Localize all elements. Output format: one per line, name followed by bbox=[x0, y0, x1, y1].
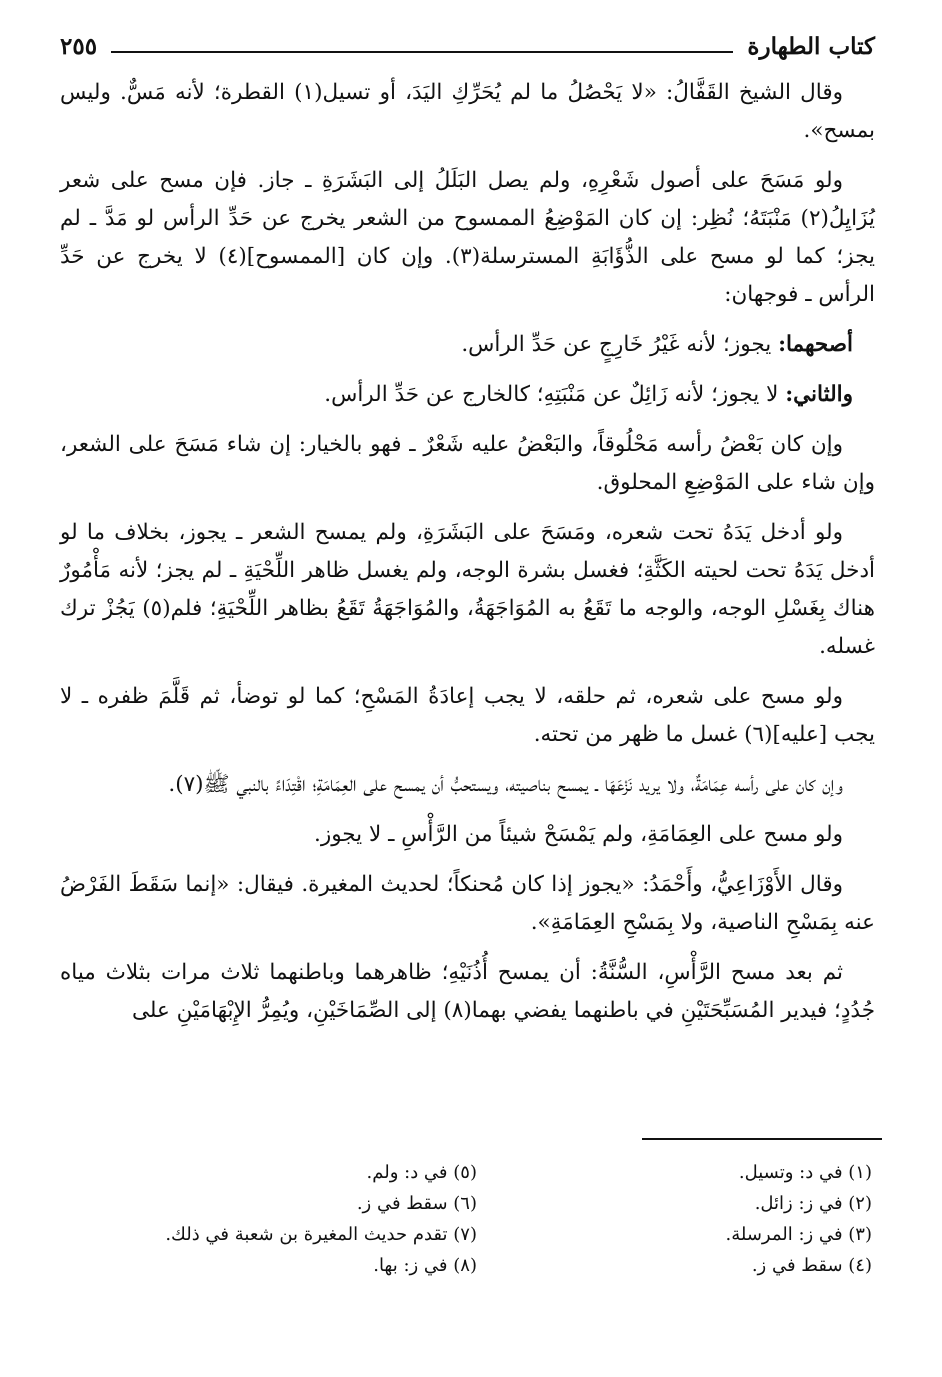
paragraph: ولو مسح على شعره، ثم حلقه، لا يجب إعادَةُ المَسْحِ؛ كما لو توضأ، ثم قَلَّمَ ظفره ـ لا يجب [عليه](٦) غسل ما ظهر من تحته. bbox=[60, 684, 875, 747]
paragraph-lead: أصحهما: bbox=[778, 332, 853, 357]
paragraph: وقال الأَوْزَاعِيُّ، وأَحْمَدُ: «يجوز إذا كان مُحنكاً؛ لحديث المغيرة. فيقال: «إنما سَقَطَ الفَرْضُ عنه بِمَسْحِ الناصية، ولا بِمَسْحِ العِمَامَةِ». bbox=[60, 872, 875, 935]
book-page bbox=[60, 28, 875, 1042]
running-title: كتاب الطهارة bbox=[747, 33, 875, 60]
paragraph-lead: والثاني: bbox=[785, 382, 853, 407]
paragraph: ولو مسح على العِمَامَةِ، ولم يَمْسَحْ شيئاً من الرَّأْسِ ـ لا يجوز. bbox=[313, 822, 843, 847]
footnotes bbox=[82, 1157, 872, 1281]
footnote: (٥) في د: ولم. bbox=[366, 1162, 477, 1183]
footnote: (٣) في ز: المرسلة. bbox=[725, 1224, 872, 1245]
paragraph: ثم بعد مسح الرَّأْسِ، السُّنَّةُ: أن يمسح أُذُنَيْهِ؛ ظاهرهما وباطنهما ثلاث مرات بثلاث مياه جُدُدٍ؛ فيدير المُسَبِّحَتَيْنِ في باطنهما يفضي بهما(٨) إلى الصِّمَاخَيْنِ، ويُمِرُّ الإِبْهَامَيْنِ على bbox=[60, 960, 875, 1023]
footnote: (٨) في ز: بها. bbox=[373, 1255, 477, 1276]
paragraph: وإن كان بَعْضُ رأسه مَحْلُوقاً، والبَعْضُ عليه شَعْرٌ ـ فهو بالخيار: إن شاء مَسَحَ على الشعر، وإن شاء على المَوْضِعِ المحلوق. bbox=[60, 432, 875, 495]
main-text bbox=[60, 74, 875, 1030]
paragraph: ولو أدخل يَدَهُ تحت شعره، ومَسَحَ على البَشَرَةِ، ولم يمسح الشعر ـ يجوز، بخلاف ما لو أدخل يَدَهُ تحت لحيته الكَثَّةِ؛ فغسل بشرة الوجه، ولم يغسل ظاهر اللِّحْيَةِ ـ لم يجز؛ لأنه مَأْمُورٌ هناك بِغَسْلِ الوجه، والوجه ما تَقَعُ به المُوَاجَهَةُ، والمُوَاجَهَةُ تَقَعُ بظاهر اللِّحْيَةِ؛ فلم(٥) يَجُزْ ترك غسله. bbox=[60, 520, 875, 659]
paragraph-text: لا يجوز؛ لأنه زَائِلٌ عن مَنْبَتِهِ؛ كالخارج عن حَدِّ الرأس. bbox=[324, 382, 786, 407]
paragraph: ولو مَسَحَ على أصول شَعْرِهِ، ولم يصل البَلَلُ إلى البَشَرَةِ ـ جاز. فإن مسح على شعر يُزَايِلُ(٢) مَنْبَتَهُ؛ نُظِر: إن كان المَوْضِعُ الممسوح من الشعر يخرج عن حَدِّ الرأس لو مَدَّ ـ لم يجز؛ كما لو مسح على الذُّؤَابَةِ المسترسلة(٣). وإن كان [الممسوح](٤) لا يخرج عن حَدِّ الرأس ـ فوجهان: bbox=[60, 168, 875, 307]
footnote: (٦) سقط في ز. bbox=[356, 1193, 477, 1214]
paragraph: وقال الشيخ القَفَّالُ: «لا يَحْصُلُ ما لم يُحَرِّكِ اليَدَ، أو تسيل(١) القطرة؛ لأنه مَسٌّ. وليس بمسح». bbox=[60, 80, 875, 143]
paragraph-text: يجوز؛ لأنه غَيْرُ خَارِجٍ عن حَدِّ الرأس. bbox=[461, 332, 779, 357]
paragraph bbox=[60, 376, 875, 414]
page-number: ٢٥٥ bbox=[60, 33, 98, 60]
footnotes-column-right bbox=[477, 1157, 872, 1281]
footnotes-column-left bbox=[82, 1157, 477, 1281]
footnote: (٢) في ز: زائل. bbox=[754, 1193, 872, 1214]
footnote: (١) في د: وتسيل. bbox=[738, 1162, 872, 1183]
paragraph bbox=[60, 326, 875, 364]
footnote-rule bbox=[642, 1138, 882, 1140]
page-header bbox=[60, 28, 875, 60]
footnote: (٤) سقط في ز. bbox=[751, 1255, 872, 1276]
paragraph: وإن كان على رأسه عِمَامَةٌ، ولا يريد نَزْعَهَا ـ يمسح بناصيته، ويستحبُّ أن يمسح على العِمَامَةِ؛ اقْتِدَاءً بالنبي ﷺ(٧). bbox=[168, 772, 843, 797]
footnote: (٧) تقدم حديث المغيرة بن شعبة في ذلك. bbox=[165, 1224, 477, 1245]
header-rule bbox=[111, 51, 733, 53]
